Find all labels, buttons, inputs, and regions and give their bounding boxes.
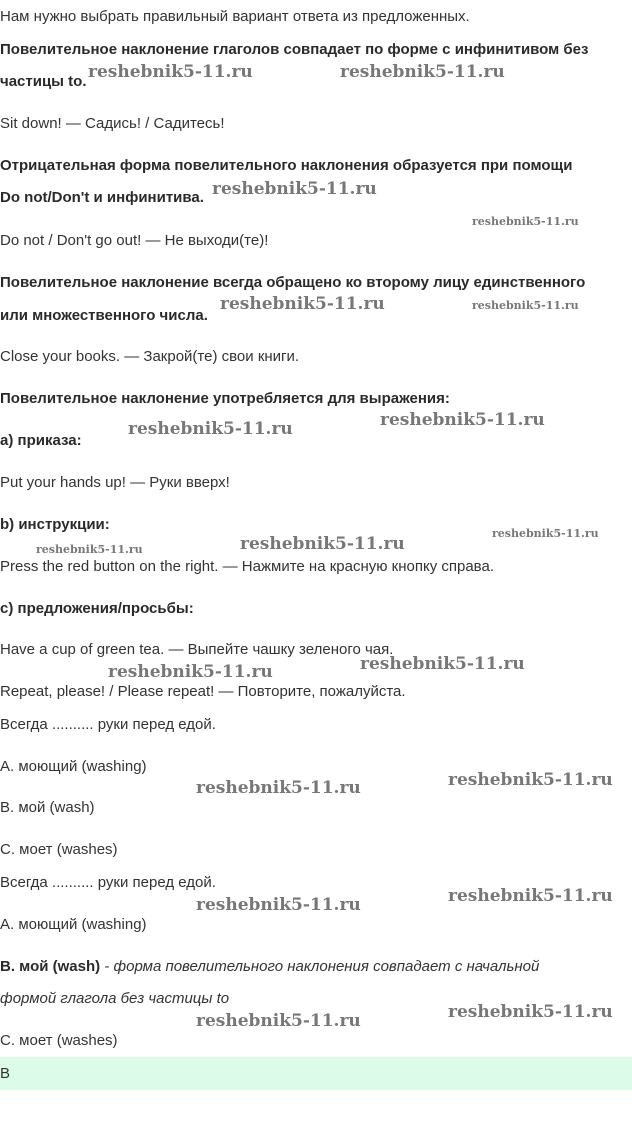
watermark: reshebnik5-11.ru bbox=[448, 770, 613, 790]
usage-label: a) приказа: bbox=[0, 432, 82, 449]
watermark: reshebnik5-11.ru bbox=[128, 419, 293, 439]
example-text: Press the red button on the right. — Нажмите на красную кнопку справа. bbox=[0, 558, 494, 575]
watermark: reshebnik5-11.ru bbox=[340, 62, 505, 82]
watermark: reshebnik5-11.ru bbox=[108, 662, 273, 682]
option-a: A. моющий (washing) bbox=[0, 758, 147, 775]
watermark: reshebnik5-11.ru bbox=[380, 410, 545, 430]
watermark: reshebnik5-11.ru bbox=[88, 62, 253, 82]
intro-text: Нам нужно выбрать правильный вариант ответа из предложенных. bbox=[0, 8, 470, 25]
option-b: B. мой (wash) bbox=[0, 799, 95, 816]
watermark: reshebnik5-11.ru bbox=[220, 294, 385, 314]
explanation-text: - форма повелительного наклонения совпадает с начальной bbox=[100, 958, 540, 975]
watermark: reshebnik5-11.ru bbox=[240, 534, 405, 554]
example-text: Do not / Don't go out! — Не выходи(те)! bbox=[0, 232, 269, 249]
example-text: Sit down! — Садись! / Садитесь! bbox=[0, 115, 225, 132]
watermark: reshebnik5-11.ru bbox=[360, 654, 525, 674]
watermark: reshebnik5-11.ru bbox=[448, 886, 613, 906]
option-a: A. моющий (washing) bbox=[0, 916, 147, 933]
rule-heading: Повелительное наклонение глаголов совпадает по форме с инфинитивом без bbox=[0, 41, 589, 58]
watermark: reshebnik5-11.ru bbox=[196, 778, 361, 798]
rule-heading: или множественного числа. bbox=[0, 307, 208, 324]
example-text: Close your books. — Закрой(те) свои книги. bbox=[0, 348, 300, 365]
watermark: reshebnik5-11.ru bbox=[212, 179, 377, 199]
usage-label: c) предложения/просьбы: bbox=[0, 600, 194, 617]
rule-heading: Повелительное наклонение употребляется для выражения: bbox=[0, 390, 450, 407]
question-text: Всегда .......... руки перед едой. bbox=[0, 716, 216, 733]
watermark: reshebnik5-11.ru bbox=[36, 543, 143, 556]
option-b-label: B. мой (wash) bbox=[0, 958, 101, 975]
rule-heading: частицы to. bbox=[0, 73, 87, 90]
rule-heading: Отрицательная форма повелительного наклонения образуется при помощи bbox=[0, 157, 573, 174]
example-text: Put your hands up! — Руки вверх! bbox=[0, 474, 230, 491]
answer-text: B bbox=[0, 1065, 11, 1082]
watermark: reshebnik5-11.ru bbox=[492, 527, 599, 540]
example-text: Repeat, please! / Please repeat! — Повторите, пожалуйста. bbox=[0, 683, 406, 700]
question-text: Всегда .......... руки перед едой. bbox=[0, 874, 216, 891]
option-b-explained bbox=[0, 958, 539, 976]
rule-heading: Повелительное наклонение всегда обращено ко второму лицу единственного bbox=[0, 274, 586, 291]
rule-heading: Do not/Don't и инфинитива. bbox=[0, 189, 204, 206]
watermark: reshebnik5-11.ru bbox=[196, 895, 361, 915]
watermark: reshebnik5-11.ru bbox=[472, 299, 579, 312]
example-text: Have a cup of green tea. — Выпейте чашку зеленого чая. bbox=[0, 641, 394, 658]
explanation-text: формой глагола без частицы to bbox=[0, 990, 230, 1007]
watermark: reshebnik5-11.ru bbox=[448, 1002, 613, 1022]
option-c: C. моет (washes) bbox=[0, 1032, 118, 1049]
option-c: C. моет (washes) bbox=[0, 841, 118, 858]
watermark: reshebnik5-11.ru bbox=[196, 1011, 361, 1031]
answer-box bbox=[0, 1057, 632, 1090]
watermark: reshebnik5-11.ru bbox=[472, 215, 579, 228]
usage-label: b) инструкции: bbox=[0, 516, 110, 533]
